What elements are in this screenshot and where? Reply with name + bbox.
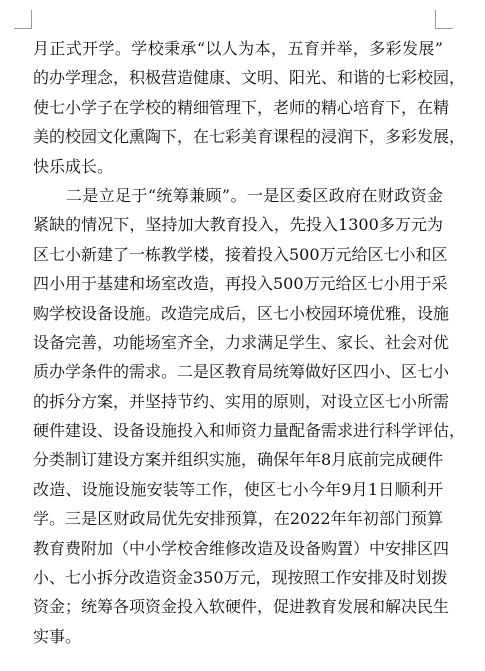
text-line: 改造、设施设施安装等工作，使区七小今年9月1日顺利开	[33, 479, 443, 499]
corner-mark-top-right	[435, 28, 453, 29]
text-line: 美的校园文化熏陶下，在七彩美育课程的浸润下，多彩发展，	[33, 127, 466, 147]
text-line: 四小用于基建和场室改造，再投入500万元给区七小用于采	[33, 274, 448, 294]
corner-mark-top-left	[31, 10, 32, 28]
corner-mark-top-right	[435, 10, 436, 28]
text-line: 分类制订建设方案并组织实施，确保年年8月底前完成硬件	[33, 450, 444, 470]
document-body[interactable]	[33, 34, 466, 651]
text-line: 教育费附加（中小学校舍维修改造及设备购置）中安排区四	[33, 538, 450, 558]
text-line: 月正式开学。学校秉承“以人为本，五育并举，多彩发展”	[33, 39, 443, 58]
text-line: 设备完善，功能场室齐全，力求满足学生、家长、社会对优	[33, 332, 450, 352]
text-line: 购学校设备设施。改造完成后，区七小校园环境优雅，设施	[33, 303, 450, 323]
text-line: 学。三是区财政局优先安排预算，在2022年年初部门预算	[33, 509, 443, 529]
text-line: 小、七小拆分改造资金350万元，现按照工作安排及时划拨	[33, 568, 448, 588]
text-line: 区七小新建了一栋教学楼，接着投入500万元给区七小和区	[33, 244, 448, 264]
text-line: 的拆分方案，并坚持节约、实用的原则，对设立区七小所需	[33, 391, 450, 411]
text-line: 资金；统筹各项资金投入软硬件，促进教育发展和解决民生	[33, 597, 450, 617]
corner-mark-top-left	[14, 28, 32, 29]
text-line: 使七小学子在学校的精细管理下，老师的精心培育下，在精	[33, 97, 450, 117]
text-line: 实事。	[33, 626, 82, 646]
paragraph	[33, 181, 466, 651]
text-line: 紧缺的情况下，坚持加大教育投入，先投入1300多万元为	[33, 215, 443, 235]
text-line: 二是立足于“统筹兼顾”。一是区委区政府在财政资金	[66, 185, 443, 205]
text-line: 的办学理念，积极营造健康、文明、阳光、和谐的七彩校园，	[33, 68, 466, 88]
text-line: 硬件建设、设备设施投入和师资力量配备需求进行科学评估，	[33, 421, 466, 441]
text-line: 快乐成长。	[33, 156, 114, 176]
paragraph	[33, 34, 466, 181]
text-line: 质办学条件的需求。二是区教育局统筹做好区四小、区七小	[33, 362, 450, 382]
